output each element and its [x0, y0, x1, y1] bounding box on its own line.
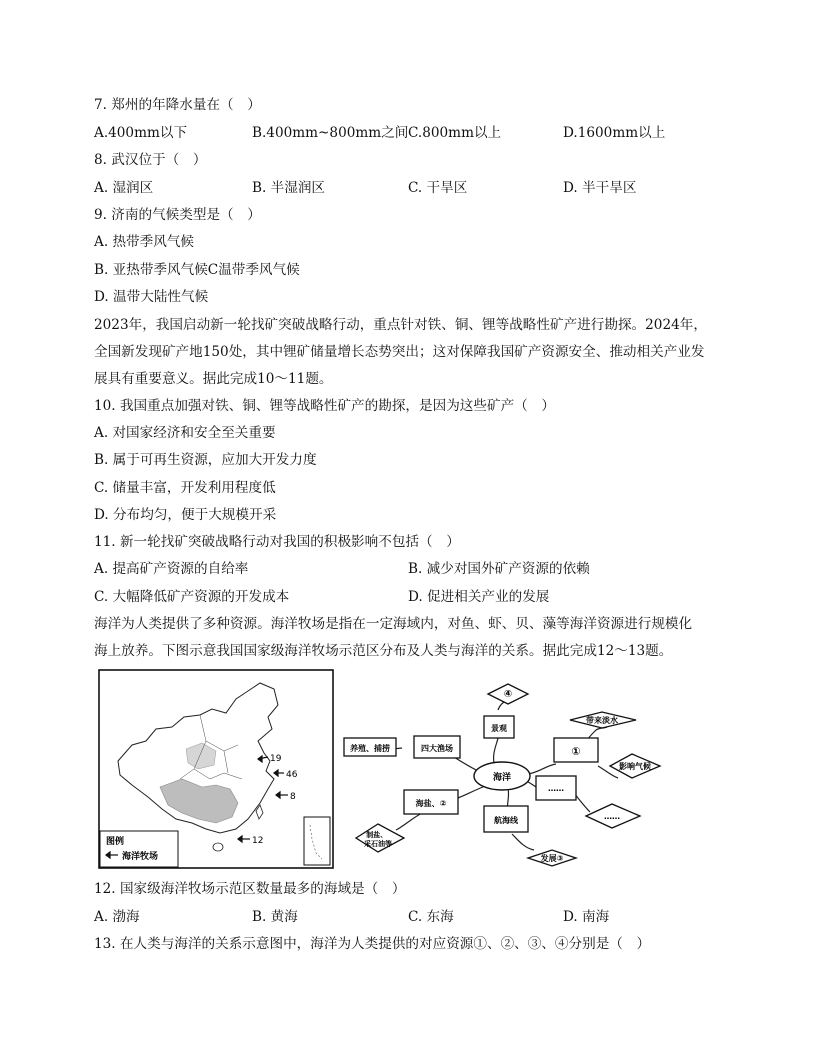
node-scenery: 景观 [491, 724, 507, 733]
q10-option-a: A. 对国家经济和安全至关重要 [94, 425, 276, 441]
node-fishing: 四大渔场 [421, 744, 453, 753]
count-south-sea: 12 [252, 836, 264, 846]
passage2-line2: 海上放养。下图示意我国国家级海洋牧场示范区分布及人类与海洋的关系。据此完成12～13题。 [94, 643, 673, 659]
node-salt: 海盐、② [415, 799, 447, 808]
node-products-line2: 采石油等 [364, 840, 392, 848]
count-yellow-sea: 46 [286, 770, 298, 780]
q7-option-a: A.400mm以下 [94, 125, 188, 141]
q9-option-a: A. 热带季风气候 [94, 234, 195, 250]
q8-stem: 8. 武汉位于（ ） [94, 152, 207, 168]
passage1-line3: 展具有重要意义。据此完成10～11题。 [94, 371, 333, 387]
q9-option-bc: B. 亚热带季风气候C温带季风气候 [94, 262, 300, 278]
legend-item: 海洋牧场 [122, 852, 159, 862]
node-climate: 影响气候 [619, 762, 651, 771]
q8-option-a: A. 湿润区 [94, 180, 154, 196]
q11-option-a: A. 提高矿产资源的自给率 [94, 561, 249, 577]
node-dots1: …… [548, 784, 564, 793]
q8-option-d: D. 半干旱区 [563, 180, 637, 196]
q12-stem: 12. 国家级海洋牧场示范区数量最多的海域是（ ） [94, 881, 406, 897]
node-dots2: …… [604, 812, 620, 821]
q11-option-b: B. 减少对国外矿产资源的依赖 [408, 561, 590, 577]
ocean-relation-diagram [340, 680, 670, 870]
q10-option-d: D. 分布均匀，便于大规模开采 [94, 507, 277, 523]
q7-stem: 7. 郑州的年降水量在（ ） [94, 97, 261, 113]
node-route: 航海线 [494, 816, 518, 825]
node-center: 海洋 [492, 773, 512, 783]
q7-option-c: C.800mm以上 [408, 125, 502, 141]
q12-option-b: B. 黄海 [252, 909, 298, 925]
count-east-sea: 8 [290, 792, 296, 802]
node-four: ④ [503, 689, 513, 700]
q11-stem: 11. 新一轮找矿突破战略行动对我国的积极影响不包括（ ） [94, 534, 460, 550]
q10-option-b: B. 属于可再生资源，应加大开发力度 [94, 452, 317, 468]
passage1-line2: 全国新发现矿产地150处，其中锂矿储量增长态势突出；这对保障我国矿产资源安全、推动相关产业发 [94, 344, 705, 360]
legend-title: 图例 [106, 837, 125, 847]
node-farming: 养殖、捕捞 [350, 744, 390, 753]
china-map-figure [98, 669, 334, 869]
q9-stem: 9. 济南的气候类型是（ ） [94, 207, 261, 223]
q10-stem: 10. 我国重点加强对铁、铜、锂等战略性矿产的勘探，是因为这些矿产（ ） [94, 398, 555, 414]
q8-option-c: C. 干旱区 [408, 180, 468, 196]
node-products-line1: 制盐、 [366, 831, 388, 839]
q11-option-d: D. 促进相关产业的发展 [408, 589, 550, 605]
passage1-line1: 2023年，我国启动新一轮找矿突破战略行动，重点针对铁、铜、锂等战略性矿产进行勘探。2024年， [94, 317, 707, 333]
q12-option-d: D. 南海 [563, 909, 610, 925]
count-bohai: 19 [270, 754, 282, 764]
q7-option-b: B.400mm~800mm之间 [252, 125, 409, 141]
q8-option-b: B. 半湿润区 [252, 180, 326, 196]
node-water: 带来淡水 [586, 716, 618, 725]
q7-option-d: D.1600mm以上 [563, 125, 666, 141]
q9-option-d: D. 温带大陆性气候 [94, 289, 209, 305]
q13-stem: 13. 在人类与海洋的关系示意图中，海洋为人类提供的对应资源①、②、③、④分别是（ ） [94, 936, 651, 952]
q10-option-c: C. 储量丰富，开发利用程度低 [94, 480, 276, 496]
node-develop: 发展③ [540, 854, 564, 863]
q12-option-a: A. 渤海 [94, 909, 140, 925]
node-one: ① [571, 745, 581, 758]
q11-option-c: C. 大幅降低矿产资源的开发成本 [94, 589, 290, 605]
passage2-line1: 海洋为人类提供了多种资源。海洋牧场是指在一定海域内，对鱼、虾、贝、藻等海洋资源进行规模化 [94, 616, 693, 632]
q12-option-c: C. 东海 [408, 909, 454, 925]
